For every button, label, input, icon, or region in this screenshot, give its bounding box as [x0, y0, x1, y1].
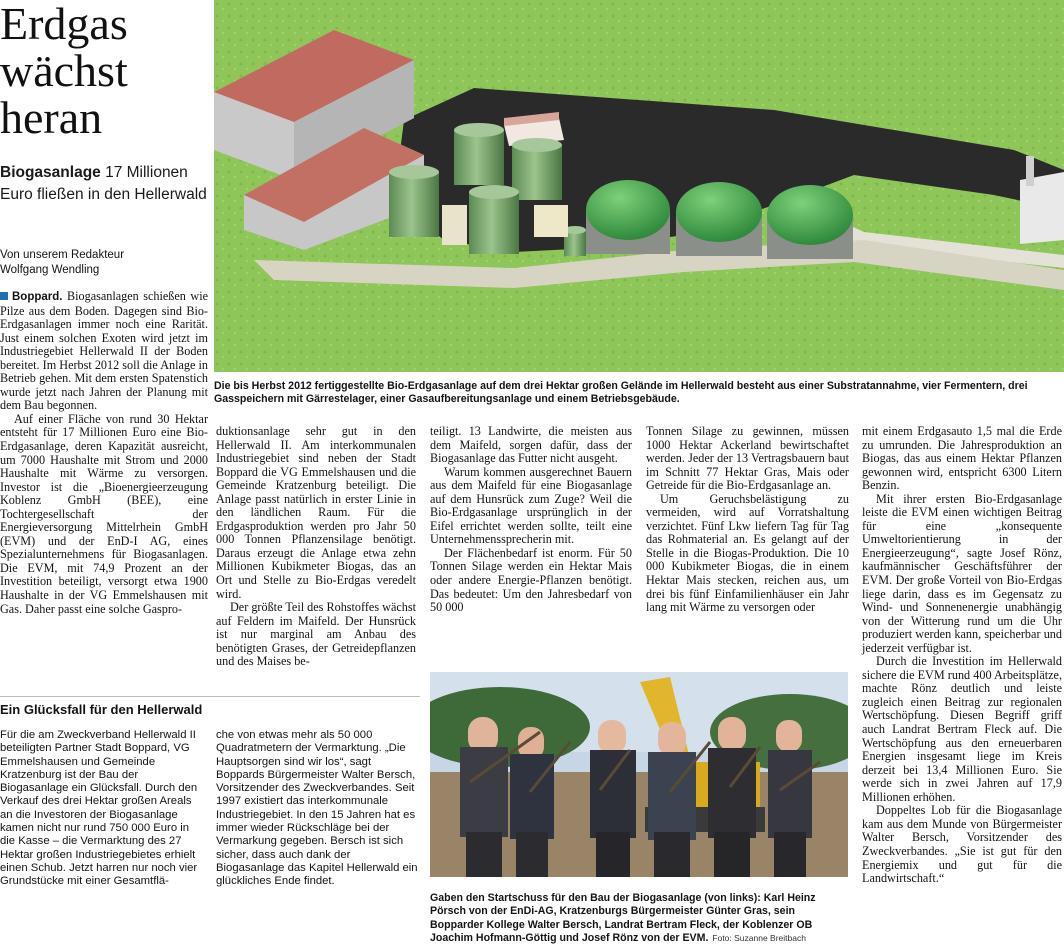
photo-caption [430, 892, 850, 946]
headline-line-1: Erdgas [0, 0, 128, 49]
subhead-text: 17 Millionen Euro fließen in den Hellerwald [0, 164, 207, 203]
article-column-4 [646, 425, 849, 615]
rendering-caption: Die bis Herbst 2012 fertiggestellte Bio-Erdgasanlage auf dem drei Hektar großen Gelände im Hellerwald besteht aus einer Substratannahme, vier Fermentern, drei Gasspeichern mit Gärrestelager, einer Gasaufbereitungsanlage und einem Betriebsgebäude. [214, 380, 1028, 406]
infobox-title: Ein Glücksfall für den Hellerwald [0, 702, 203, 717]
dateline: Boppard. [12, 291, 63, 303]
byline-line-1: Von unserem Redakteur [0, 249, 125, 261]
subheadline [0, 162, 210, 206]
byline [0, 248, 210, 278]
article-column-5 [862, 425, 1062, 886]
groundbreaking-photo [430, 672, 848, 877]
article-paragraph: Auf einer Fläche von rund 30 Hektar entsteht für 17 Millionen Euro eine Bio-Erdgasanlage, deren Kapazität ausreicht, um 7000 Haushalte mit Strom und 2000 Haushalte mit Wärme zu versorgen. Investor ist die „Bioenergieerzeugung Koblenz GmbH (BEE), eine Tochtergesellschaft der Energieversorgung Mittelrhein GmbH (EVM) und der EnD-I AG, eines Spezialunternehmens für Biogasanlagen. Die EVM, mit 74,9 Prozent an der Investition beteiligt, versorgt etwa 1900 Haushalte in der VG Emmelshausen mit Gas. Daher passt eine solche Gaspro- [0, 411, 208, 616]
paragraph-text: Biogasanlagen schießen wie Pilze aus dem Boden. Dagegen sind Bio-Erdgasanlagen immer noch eine Rarität. Just einem solchen Exoten wird jetzt im Industriegebiet Hellerwald II der Boden bereitet. Im Herbst 2012 soll die Anlage in Betrieb gehen. Mit dem ersten Spatenstich wurde jetzt nach Jahren der Planung mit dem Bau begonnen. [0, 289, 208, 413]
article-column-3 [430, 425, 632, 615]
section-marker-icon [0, 292, 8, 300]
article-paragraph: mit einem Erdgasauto 1,5 mal die Erde zu umrunden. Die Jahresproduktion an Biogas, das aus einem Hektar Pflanzen gewonnen wird, entspricht 6300 Litern Benzin. [862, 424, 1062, 493]
article-paragraph: Um Geruchsbelästigung zu vermeiden, wird auf Vorratshaltung verzichtet. Fünf Lkw liefern Tag für Tag das Rohmaterial an. Es gelangt auf der Stelle in die Biogas-Produktion. Die 10 000 Kubikmeter Biogas, die in einem Hektar Mais stecken, reichen aus, um drei bis fünf Einfamilienhäuser ein Jahr lang mit Wärme zu versorgen oder [646, 491, 849, 615]
article-paragraph: teiligt. 13 Landwirte, die meisten aus dem Maifeld, sorgen dafür, dass der Biogasanlage das Futter nicht ausgeht. [430, 424, 632, 466]
plant-rendering-image [214, 0, 1064, 372]
article-paragraph: Warum kommen ausgerechnet Bauern aus dem Maifeld für eine Biogasanlage auf dem Hunsrück zum Zuge? Weil die Bio-Erdgasanlage ursprünglich in der Eifel errichtet werden sollte, teilt eine Unternehmenssprecherin mit. [430, 464, 632, 547]
article-paragraph: Mit ihrer ersten Bio-Erdgasanlage leiste die EVM einen wichtigen Beitrag für eine „konsequente Umweltorientierung in der Energieerzeugung“, sagte Josef Rönz, kaufmännischer Geschäftsführer der EVM. Der große Vorteil von Bio-Erdgas liege darin, dass es im Gegensatz zu Wind- und Sonnenenergie unabhängig von der Witterung rund um die Uhr produziert werden kann, speicherbar und jederzeit verfügbar ist. [862, 491, 1062, 655]
article-paragraph: Der größte Teil des Rohstoffes wächst auf Feldern im Maifeld. Der Hunsrück ist nur marginal am Anbau des benötigten Grases, der Getreidepflanzen und des Maises be- [216, 600, 416, 669]
infobox-divider [0, 696, 420, 697]
article-paragraph [0, 290, 208, 413]
infobox-column-2: che von etwas mehr als 50 000 Quadratmetern der Vermarktung. „Die Hauptsorgen sind wir los“, sagt Boppards Bürgermeister Walter Bersch, Vorsitzender des Zweckverbandes. Seit 1997 existiert das interkommunale Industriegebiet. In den 15 Jahren hat es immer wieder Rückschläge bei der Vermarkung gegeben. Bersch ist sich sicher, dass auch dank der Biogasanlage das Kapitel Hellerwald ein glückliches Ende findet. [216, 729, 418, 888]
article-column-2 [216, 425, 416, 669]
article-paragraph: Tonnen Silage zu gewinnen, müssen 1000 Hektar Ackerland bewirtschaftet werden. Jeder der 13 Vertragsbauern baut im Schnitt 77 Hektar Gras, Mais oder Getreide für die Bio-Erdgasanlage an. [646, 424, 849, 493]
photo-caption-text: Gaben den Startschuss für den Bau der Biogasanlage (von links): Karl Heinz Pörsch von der EnDi-AG, Kratzenburgs Bürgermeister Günter Gras, sein Bopparder Kollege Walter Bersch, Landrat Bertram Fleck, der Koblenzer OB Joachim Hofmann-Göttig und Josef Rönz von der EVM. [430, 892, 816, 945]
infobox-column-1: Für die am Zweckverband Hellerwald II beteiligten Partner Stadt Boppard, VG Emmelshausen und Gemeinde Kratzenburg ist der Bau der Biogasanlage ein Glücksfall. Durch den Verkauf des drei Hektar großen Areals an die Investoren der Biogasanlage kamen nicht nur rund 750 000 Euro in die Kasse – die Vermarktung des 27 Hektar großen Industriegebietes erhielt einen Schub. Jetzt harren nur noch vier Grundstücke mit einer Gesamtflä- [0, 729, 198, 888]
subhead-keyword: Biogasanlage [0, 164, 101, 181]
article-paragraph: Durch die Investition im Hellerwald sichere die EVM rund 400 Arbeitsplätze, machte Rönz deutlich und leiste zugleich einen Beitrag zur regionalen Wertschöpfung. Diesen Begriff griff auch Landrat Bertram Fleck auf. Die Wertschöpfung aus den erneuerbaren Energien insgesamt liege im Kreis derzeit bei 13,4 Millionen Euro. Sie werde sich in zwei Jahren auf 17,9 Millionen erhöhen. [862, 654, 1062, 804]
article-column-1 [0, 290, 208, 616]
headline-line-3: heran [0, 92, 103, 143]
article-paragraph: duktionsanlage sehr gut in den Hellerwald II. Am interkommunalen Industriegebiet sind neben der Stadt Boppard die VG Emmelshausen und die Gemeinde Kratzenburg beteiligt. Die Anlage passt natürlich in erster Linie in den ländlichen Raum. Für die Erdgasproduktion werden pro Jahr 50 000 Tonnen Pflanzensilage benötigt. Daraus erzeugt die Anlage etwa zehn Millionen Kubikmeter Biogas, das an Ort und Stelle zu Bio-Erdgas veredelt wird. [216, 424, 416, 601]
groundbreaking-photo-svg [430, 672, 848, 877]
article-paragraph: Der Flächenbedarf ist enorm. Für 50 Tonnen Silage werden ein Hektar Mais oder andere Energie-Pflanzen benötigt. Das bedeutet: Um den Jahresbedarf von 50 000 [430, 545, 632, 615]
headline [0, 0, 210, 141]
headline-line-2: wächst [0, 45, 128, 96]
gas-storage-domes [586, 180, 853, 259]
article-paragraph: Doppeltes Lob für die Biogasanlage kam aus dem Munde von Bürgermeister Walter Bersch, Vorsitzender des Zweckverbandes. „Sie ist gut für den Energiemix und gut für die Landwirtschaft.“ [862, 803, 1062, 886]
photo-credit: Foto: Suzanne Breitbach [712, 933, 806, 944]
plant-rendering-svg [214, 0, 1064, 372]
byline-author: Wolfgang Wendling [0, 264, 100, 276]
